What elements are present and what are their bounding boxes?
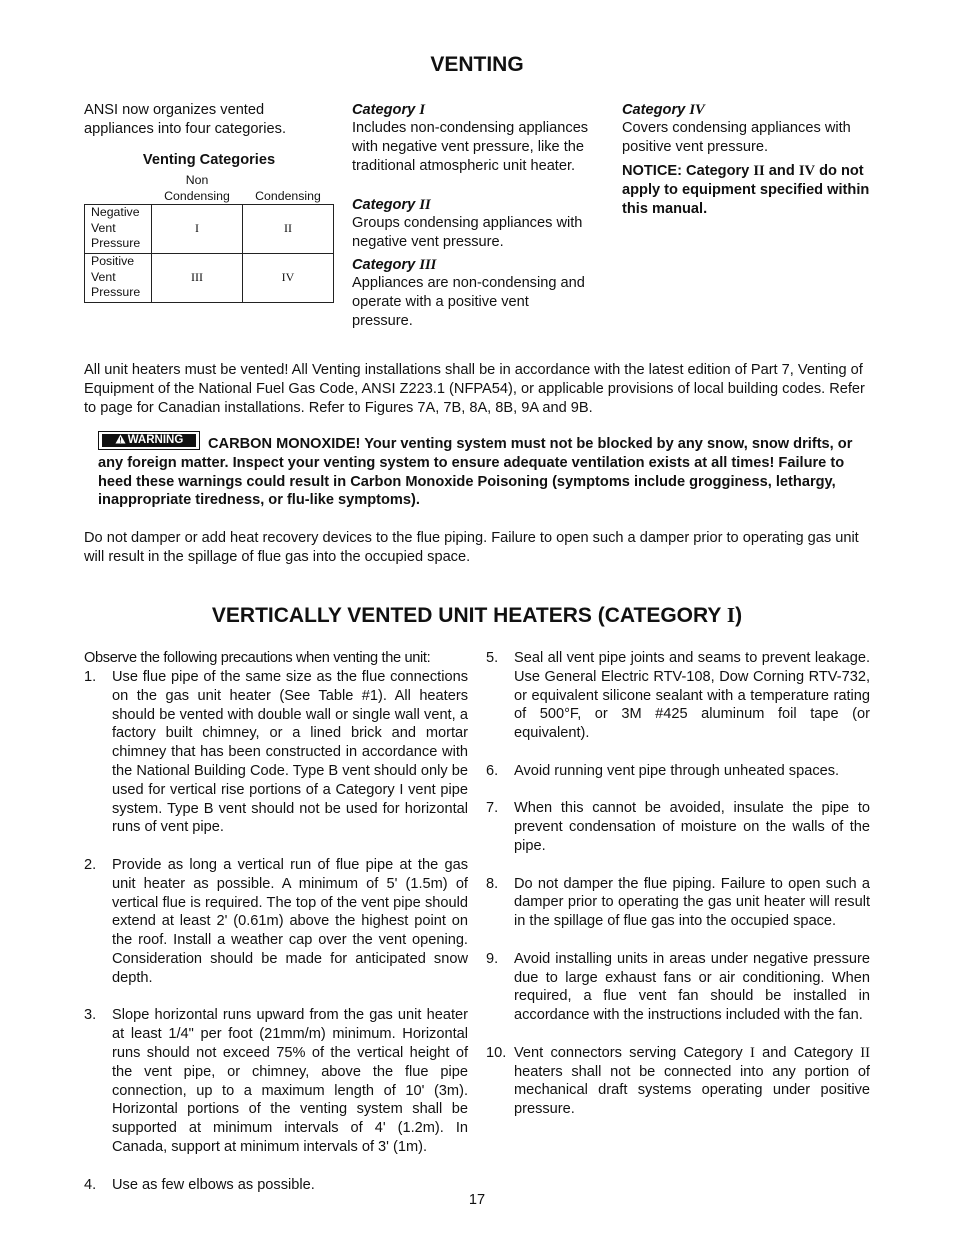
category-3-block: Category III Appliances are non-condensing and operate with a positive vent pressure. [352, 256, 592, 330]
cell-non-condensing: I [152, 205, 243, 254]
page-number: 17 [468, 1192, 486, 1208]
cell-condensing: II [243, 205, 334, 254]
category-4-block: Category IV Covers condensing appliances with positive vent pressure. [622, 101, 878, 157]
table-row [85, 254, 334, 303]
row-label: Negative Vent Pressure [85, 205, 152, 254]
table-caption: Venting Categories [142, 152, 276, 168]
intro-text: ANSI now organizes vented appliances into four categories. [84, 102, 287, 137]
cell-condensing: IV [243, 254, 334, 303]
category-2-text: Groups condensing appliances with negative vent pressure. [352, 215, 583, 250]
row-label: Positive Vent Pressure [85, 254, 152, 303]
cell-non-condensing: III [152, 254, 243, 303]
category-3-text: Appliances are non-condensing and operate with a positive vent pressure. [352, 275, 585, 329]
warning-badge: WARNING [98, 431, 200, 450]
col-head-non: Non [185, 173, 209, 187]
warning-text: CARBON MONOXIDE! Your venting system must not be blocked by any snow, snow drifts, or any foreign matter. Inspect your venting system to ensure adequate ventilation exists at all times! Failure to heed these warnings could result in Carbon Monoxide Poisoning (symptoms include grogginess, lethargy, inappropriate tiredness, or flu-like symptoms). [98, 436, 853, 509]
col-head-condensing: Condensing [255, 189, 321, 203]
section-title: VERTICALLY VENTED UNIT HEATERS (CATEGORY I) [211, 603, 743, 627]
list-item: 5. Seal all vent pipe joints and seams to prevent leakage. Use General Electric RTV-108, Dow Corning RTV-732, or equivalent silicone sealant with a temperature rating of 500°F, or 3M #425 aluminum foil tape (or equivalent). [486, 650, 870, 742]
list-item: 2. Provide as long a vertical run of flue pipe at the gas unit heater as possible. A minimum of 5' (1.5m) of vertical flue is required. The top of the vent pipe should extend at least 2' (0.61m) above the highest point on the roof. Install a weather cap over the vent opening. Consideration should be made for anticipated snow depth. [84, 856, 468, 986]
list-item: 4. Use as few elbows as possible. [84, 1176, 315, 1193]
page-title: VENTING [430, 53, 524, 76]
list-item: 7. When this cannot be avoided, insulate the pipe to prevent condensation of moisture on the walls of the pipe. [486, 800, 870, 854]
notice-text: NOTICE: Category II and IV do not apply to equipment specified within this manual. [622, 163, 870, 217]
category-2-block: Category II Groups condensing appliances with negative vent pressure. [352, 196, 592, 252]
list-item: 9. Avoid installing units in areas under negative pressure due to large exhaust fans or air conditioning. When required, a flue vent fan should be installed in accordance with the instructions included with the fan. [486, 950, 870, 1024]
steps-left [84, 668, 468, 1194]
damper-paragraph: Do not damper or add heat recovery devices to the flue piping. Failure to open such a damper prior to operating gas unit will result in the spillage of flue gas into the occupied space. [84, 530, 859, 565]
list-item: 3. Slope horizontal runs upward from the gas unit heater at least 1/4" per foot (21mm/m) minimum. Horizontal runs should not exceed 75% of the vertical height of the vent pipe, or chimney, above the flue pipe connection, up to a maximum length of 10' (3m). Horizontal portions of the venting system shall be supported at minimum intervals of 4' (1.2m). In Canada, support at minimum intervals of 3' (1m). [84, 1007, 468, 1155]
table-row [85, 205, 334, 254]
category-4-text: Covers condensing appliances with positive vent pressure. [622, 120, 851, 155]
list-item: 1. Use flue pipe of the same size as the flue connections on the gas unit heater (See Table #1). All heaters should be vented with double wall or single wall vent, a factory built chimney, or a lined brick and mortar chimney that has been constructed in accordance with the National Building Code. Type B vent should only be used for vertical rise portions of a Category I vent pipe system. Type B vent should not be used for horizontal runs of vent pipe. [84, 669, 468, 836]
list-item: 6. Avoid running vent pipe through unheated spaces. [486, 762, 840, 779]
list-item: 8. Do not damper the flue piping. Failure to open such a damper prior to operating the gas unit heater will result in the spillage of flue gas into the occupied space. [486, 875, 870, 930]
observe-text: Observe the following precautions when venting the unit: [84, 650, 431, 666]
category-1-text: Includes non-condensing appliances with negative vent pressure, like the traditional atmospheric unit heater. [352, 120, 589, 174]
steps-right [486, 649, 870, 1119]
venting-categories-table [84, 204, 334, 303]
venting-paragraph: All unit heaters must be vented! All Venting installations shall be in accordance with the latest edition of Part 7, Venting of Equipment of the National Fuel Gas Code, ANSI Z223.1 (NFPA54), or applicable provisions of local building codes. Refer to page for Canadian installations. Refer to Figures 7A, 7B, 8A, 8B, 9A and 9B. [84, 362, 865, 416]
list-item: 10. Vent connectors serving Category I and Category II heaters shall not be connected into any portion of mechanical draft systems operating under positive pressure. [486, 1044, 870, 1118]
col-head-non-condensing: Condensing [164, 189, 230, 203]
category-1-block: Category I Includes non-condensing appliances with negative vent pressure, like the traditional atmospheric unit heater. [352, 101, 592, 175]
